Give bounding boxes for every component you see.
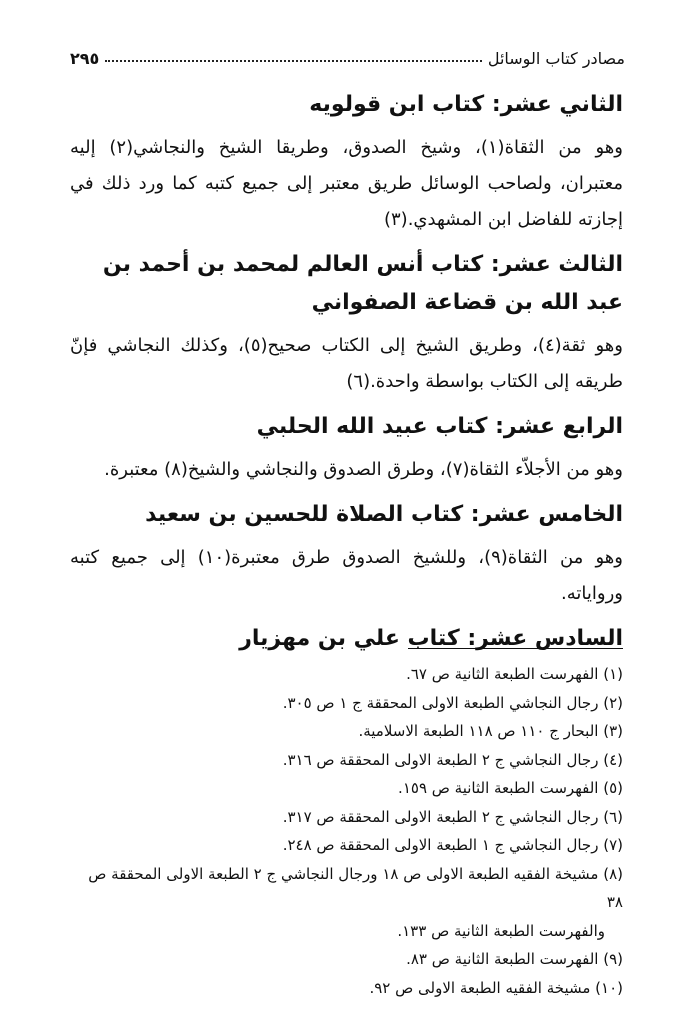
footnote: (٣) البحار ج ١١٠ ص ١١٨ الطبعة الاسلامية. (358, 722, 623, 740)
footnote: (١٠) مشيخة الفقيه الطبعة الاولى ص ٩٢. (369, 978, 623, 997)
section-heading: الثاني عشر: كتاب ابن قولويه (309, 92, 623, 117)
section-heading: السادس عشر: كتاب علي بن مهزيار (239, 626, 623, 651)
header-leader-dots (105, 50, 482, 62)
section-paragraph: وهو من الثقاة(٩)، وللشيخ الصدوق طرق معتبرة(١٠) إلى جميع كتبه ورواياته. (70, 547, 623, 604)
section-paragraph: وهو من الأجلاّء الثقاة(٧)، وطرق الصدوق والنجاشي والشيخ(٨) معتبرة. (104, 459, 623, 480)
footnote: (٢) رجال النجاشي الطبعة الاولى المحققة ج ١ ص ٣٠٥. (282, 693, 623, 712)
page-header (70, 44, 625, 72)
section-heading: الرابع عشر: كتاب عبيد الله الحلبي (256, 414, 623, 439)
section-heading: الثالث عشر: كتاب أنس العالم لمحمد بن أحمد بن عبد الله بن قضاعة الصفواني (102, 252, 623, 315)
footnote-continuation: والفهرست الطبعة الثانية ص ١٣٣. (397, 921, 605, 940)
section-paragraph: وهو ثقة(٤)، وطريق الشيخ إلى الكتاب صحيح(٥)، وكذلك النجاشي فإنّ طريقه إلى الكتاب بواسطة واحدة.(٦) (70, 335, 623, 392)
page-number: ٢٩٥ (70, 48, 100, 68)
main-text (70, 86, 623, 664)
section-paragraph: وهو من الثقاة(١)، وشيخ الصدوق، وطريقا الشيخ والنجاشي(٢) إليه معتبران، ولصاحب الوسائل طريق معتبر إلى جميع كتبه كما ورد ذلك في إجازته للفاضل ابن المشهدي.(٣) (70, 137, 623, 230)
footnote: (٧) رجال النجاشي ج ١ الطبعة الاولى المحققة ص ٢٤٨. (282, 836, 623, 854)
footnotes (70, 660, 623, 1002)
footnote: (٥) الفهرست الطبعة الثانية ص ١٥٩. (398, 779, 623, 797)
running-title: مصادر كتاب الوسائل (487, 48, 625, 68)
footnote: (٨) مشيخة الفقيه الطبعة الاولى ص ١٨ ورجال النجاشي ج ٢ الطبعة الاولى المحققة ص ٣٨ (88, 864, 623, 911)
footnote: (٤) رجال النجاشي ج ٢ الطبعة الاولى المحققة ص ٣١٦. (282, 750, 623, 769)
section-heading: الخامس عشر: كتاب الصلاة للحسين بن سعيد (145, 502, 623, 527)
footnote-separator (408, 648, 623, 649)
footnote: (٦) رجال النجاشي ج ٢ الطبعة الاولى المحققة ص ٣١٧. (282, 807, 623, 826)
footnote: (٩) الفهرست الطبعة الثانية ص ٨٣. (406, 950, 623, 968)
footnote: (١) الفهرست الطبعة الثانية ص ٦٧. (406, 665, 623, 683)
